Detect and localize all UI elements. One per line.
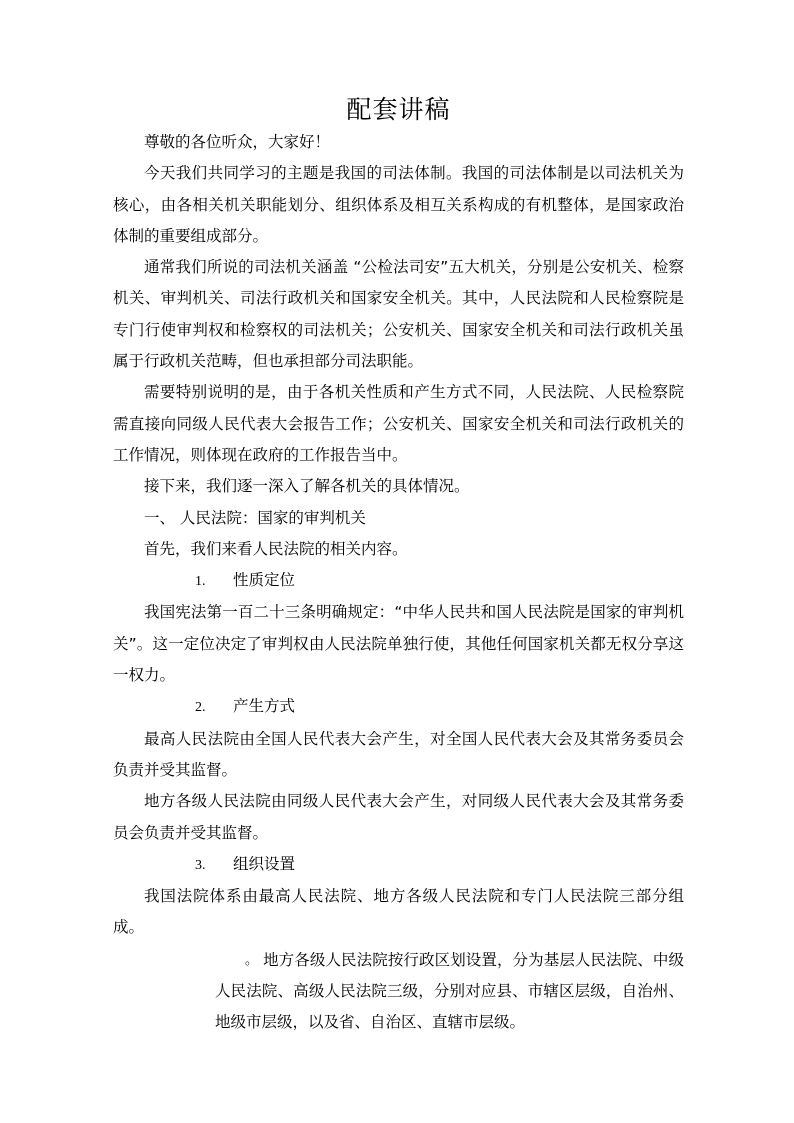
list-item-3 [113, 849, 684, 881]
paragraph-item-2-body-first: 最高人民法院由全国人民代表大会产生，对全国人民代表大会及其常务委员会负责并受其监督。 [113, 729, 684, 779]
paragraph-five-organs: 通常我们所说的司法机关涵盖 “公检法司安”五大机关，分别是公安机关、检察机关、审判机关、司法行政机关和国家安全机关。其中，人民法院和人民检察院是专门行使审判权和检察权的司法机关；公安机关、国家安全机关和司法行政机关虽属于行政机关范畴，但也承担部分司法职能。 [113, 258, 684, 371]
sub-bullet-item [113, 944, 684, 1039]
paragraph-transition: 接下来，我们逐一深入了解各机关的具体情况。 [144, 477, 470, 496]
paragraph-section-one-lead: 首先，我们来看人民法院的相关内容。 [144, 539, 408, 558]
paragraph-item-1-body: 我国宪法第一百二十三条明确规定：“中华人民共和国人民法院是国家的审判机关”。这一定位决定了审判权由人民法院单独行使，其他任何国家机关都无权分享这一权力。 [113, 603, 684, 685]
list-item-1 [113, 565, 684, 597]
paragraph-item-2-body-second: 地方各级人民法院由同级人民代表大会产生，对同级人民代表大会及其常务委员会负责并受其监督。 [113, 792, 684, 842]
section-heading-one: 一、 人民法院：国家的审判机关 [144, 508, 366, 527]
list-item-1-label: 性质定位 [233, 571, 296, 590]
list-item-2-label: 产生方式 [233, 697, 296, 716]
document-content [113, 0, 684, 1039]
page-title: 配套讲稿 [346, 95, 451, 124]
bullet-marker-icon: 。 [245, 951, 259, 967]
list-item-3-number: 3. [195, 857, 206, 873]
sub-bullet-text: 地方各级人民法院按行政区划设置，分为基层人民法院、中级人民法院、高级人民法院三级，分别对应县、市辖区层级，自治州、地级市层级，以及省、自治区、直辖市层级。 [215, 950, 684, 1032]
list-item-3-label: 组织设置 [233, 854, 296, 873]
paragraph-greeting: 尊敬的各位听众，大家好！ [144, 133, 331, 151]
list-item-2-number: 2. [195, 700, 206, 716]
list-item-1-number: 1. [195, 574, 206, 590]
paragraph-intro: 今天我们共同学习的主题是我国的司法体制。我国的司法体制是以司法机关为核心，由各相关机关职能划分、组织体系及相互关系构成的有机整体，是国家政治体制的重要组成部分。 [113, 164, 684, 245]
paragraph-special-note: 需要特别说明的是，由于各机关性质和产生方式不同，人民法院、人民检察院需直接向同级人民代表大会报告工作；公安机关、国家安全机关和司法行政机关的工作情况，则体现在政府的工作报告当中。 [113, 383, 684, 464]
paragraph-item-3-body: 我国法院体系由最高人民法院、地方各级人民法院和专门人民法院三部分组成。 [113, 887, 684, 937]
list-item-2 [113, 691, 684, 723]
